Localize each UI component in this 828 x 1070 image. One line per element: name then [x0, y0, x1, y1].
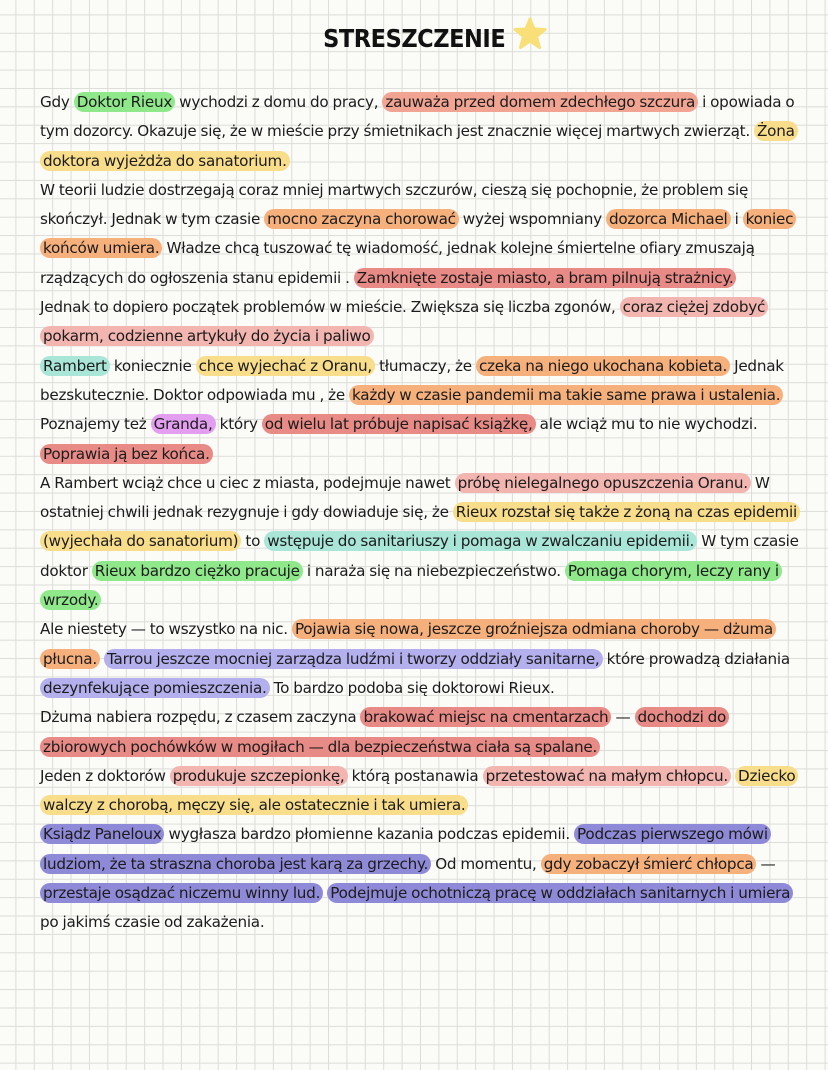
text-segment: i naraża się na niebezpieczeństwo. [302, 561, 565, 580]
text-segment: — [611, 708, 635, 727]
highlighted-text: wstępuje do sanitariuszy i pomaga w zwalczaniu epidemii. [264, 531, 697, 551]
page-title: STRESZCZENIE [322, 24, 506, 53]
highlighted-text: Podczas pierwszego mówi ludziom, że ta straszna choroba jest karą za grzechy. [40, 824, 771, 873]
highlighted-text: Rambert [40, 356, 110, 376]
highlighted-text: Podejmuje ochotniczą pracę w oddziałach sanitarnych i umiera [327, 883, 793, 903]
text-segment: W teorii ludzie dostrzegają coraz mniej martwych szczurów, cieszą się pochopnie, że problem się skończył. Jednak w tym czasie [40, 180, 749, 229]
highlighted-text: przetestować na małym chłopcu. [483, 766, 731, 786]
text-segment: W tym czasie doktor [40, 532, 799, 580]
highlighted-text: czeka na niego ukochana kobieta. [476, 356, 730, 376]
highlighted-text: każdy w czasie pandemii ma takie same prawa i ustalenia. [349, 385, 783, 405]
highlighted-text: Pomaga chorym, leczy rany i wrzody. [40, 561, 782, 610]
star-icon [512, 16, 548, 52]
text-segment: i opowiada o tym dozorcy. Okazuje się, że w mieście przy śmietnikach jest znacznie więcej martwych zwierząt. [40, 93, 795, 141]
summary-paragraph [40, 469, 800, 615]
highlighted-text: Zamknięte zostaje miasto, a bram pilnują strażnicy. [354, 268, 737, 288]
text-segment: Poznajemy też [40, 415, 151, 434]
text-segment: Jednak to dopiero początek problemów w mieście. Zwiększa się liczba zgonów, [40, 298, 620, 317]
text-segment: wychodzi z domu do pracy, [175, 93, 383, 111]
highlighted-text: Rieux rozstał się także z żoną na czas epidemii (wyjechała do sanatorium) [40, 502, 800, 551]
text-segment: które prowadzą działania [602, 649, 790, 668]
summary-paragraph [40, 762, 800, 821]
summary-paragraph [40, 293, 800, 352]
highlighted-text: chce wyjechać z Oranu, [196, 356, 375, 376]
highlighted-text: produkuje szczepionkę, [170, 766, 348, 786]
highlighted-text: dezynfekujące pomieszczenia. [40, 678, 270, 698]
text-segment: Dżuma nabiera rozpędu, z czasem zaczyna [40, 708, 361, 727]
text-segment: wyżej wspomniany [458, 210, 606, 229]
text-segment: Jednak bezskutecznie. Doktor odpowiada mu , że [40, 356, 784, 404]
text-segment: ale wciąż mu to nie wychodzi. [535, 415, 758, 434]
highlighted-text: mocno zaczyna chorować [264, 209, 459, 229]
highlighted-text: Doktor Rieux [74, 92, 175, 112]
title-area [0, 24, 828, 53]
text-segment: który [215, 415, 262, 434]
highlighted-text: Żona doktora wyjeżdża do sanatorium. [40, 121, 798, 170]
highlighted-text: Dziecko walczy z chorobą, męczy się, ale ostatecznie i tak umiera. [40, 766, 798, 815]
text-segment: Gdy [40, 93, 74, 111]
text-segment: koniecznie [109, 356, 196, 375]
summary-paragraph [40, 88, 800, 176]
text-segment: W ostatniej chwili jednak rezygnuje i gdy dowiaduje się, że [40, 473, 770, 522]
highlighted-text: próbę nielegalnego opuszczenia Oranu. [455, 473, 751, 493]
highlighted-text: przestaje osądzać niczemu winny lud. [40, 883, 323, 903]
highlighted-text: koniec końców umiera. [40, 209, 796, 258]
text-segment: Władze chcą tuszować tę wiadomość, jednak kolejne śmiertelne ofiary zmuszają rządzących do ogłoszenia stanu epidemii . [40, 239, 755, 287]
summary-paragraph [40, 352, 800, 469]
summary-paragraph [40, 820, 800, 937]
highlighted-text: coraz ciężej zdobyć pokarm, codzienne artykuły do życia i paliwo [40, 297, 768, 346]
summary-paragraph [40, 615, 800, 703]
highlighted-text: dochodzi do zbiorowych pochówków w mogiłach — dla bezpieczeństwa ciała są spalane. [40, 707, 729, 756]
highlighted-text: Tarrou jeszcze mocniej zarządza ludźmi i tworzy oddziały sanitarne, [104, 649, 602, 669]
text-segment: tłumaczy, że [375, 356, 476, 375]
highlighted-text: Granda, [151, 414, 216, 434]
highlighted-text: Rieux bardzo ciężko pracuje [92, 561, 303, 581]
highlighted-text: gdy zobaczył śmierć chłopca [541, 854, 757, 874]
text-segment: Ale niestety — to wszystko na nic. [40, 620, 292, 639]
summary-text [40, 88, 800, 938]
text-segment: To bardzo podoba się doktorowi Rieux. [269, 678, 555, 697]
highlighted-text: Pojawia się nowa, jeszcze groźniejsza odmiana choroby — dżuma płucna. [40, 619, 776, 668]
highlighted-text: brakować miejsc na cmentarzach [360, 707, 611, 727]
text-segment: to [241, 532, 265, 551]
text-segment: Jeden z doktorów [40, 766, 170, 785]
text-segment: po jakimś czasie od zakażenia. [40, 913, 265, 932]
summary-paragraph [40, 703, 800, 762]
text-segment: którą postanawia [347, 766, 483, 785]
summary-paragraph [40, 176, 800, 293]
text-segment: Od momentu, [431, 854, 541, 873]
highlighted-text: zauważa przed domem zdechłego szczura [382, 92, 698, 112]
text-segment: i [730, 210, 743, 229]
highlighted-text: Poprawia ją bez końca. [40, 444, 213, 464]
text-segment: A Rambert wciąż chce u ciec z miasta, podejmuje nawet [40, 473, 455, 492]
highlighted-text: Ksiądz Paneloux [40, 824, 164, 844]
highlighted-text: od wielu lat próbuje napisać książkę, [262, 414, 536, 434]
highlighted-text: dozorca Michael [606, 209, 731, 229]
text-segment: wygłasza bardzo płomienne kazania podczas epidemii. [164, 825, 575, 844]
text-segment: — [756, 854, 776, 873]
